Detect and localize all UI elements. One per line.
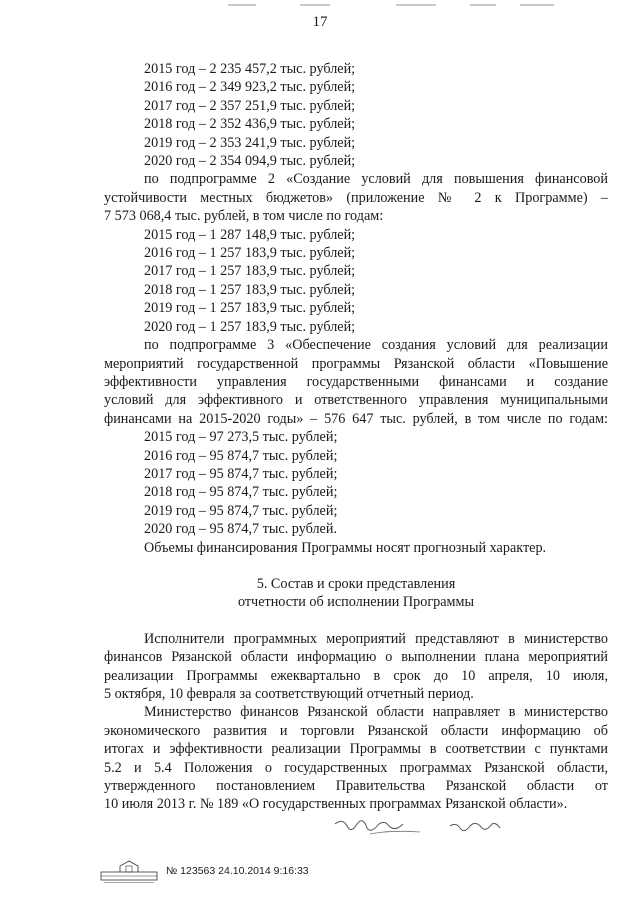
year-line: 2020 год – 2 354 094,9 тыс. рублей; bbox=[144, 153, 356, 170]
scan-artifact bbox=[470, 4, 496, 6]
subprogram3-text: по подпрограмме 3 «Обеспечение создания условий для реализации bbox=[144, 337, 608, 354]
year-line: 2015 год – 2 235 457,2 тыс. рублей; bbox=[144, 61, 356, 77]
paragraph-line: итогах и эффективности реализации Программы в соответствии с пунктами bbox=[104, 741, 608, 758]
year-line: 2018 год – 1 257 183,9 тыс. рублей; bbox=[144, 281, 356, 298]
registration-stamp: № 123563 24.10.2014 9:16:33 bbox=[166, 865, 309, 877]
document-body bbox=[104, 60, 608, 814]
forecast-note: Объемы финансирования Программы носят прогнозный характер. bbox=[144, 539, 547, 556]
year-line: 2015 год – 1 287 148,9 тыс. рублей; bbox=[144, 226, 356, 243]
section-heading: 5. Состав и сроки представления bbox=[256, 575, 456, 592]
paragraph-line: Министерство финансов Рязанской области направляет в министерство bbox=[144, 704, 608, 721]
scan-artifact bbox=[228, 4, 256, 6]
subprogram2-text: по подпрограмме 2 «Создание условий для повышения финансовой bbox=[144, 171, 608, 188]
paragraph-line: 5.2 и 5.4 Положения о государственных программах Рязанской области, bbox=[104, 759, 608, 776]
document-footer bbox=[100, 856, 309, 886]
subprogram3-text: мероприятий государственной программы Рязанской области «Повышение bbox=[104, 355, 608, 372]
scan-artifact bbox=[396, 4, 436, 6]
year-line: 2020 год – 95 874,7 тыс. рублей. bbox=[144, 521, 337, 538]
scan-artifact bbox=[300, 4, 330, 6]
year-line: 2016 год – 1 257 183,9 тыс. рублей; bbox=[144, 245, 356, 262]
subprogram3-text: финансами на 2015-2020 годы» – 576 647 тыс. рублей, в том числе по годам: bbox=[104, 410, 608, 427]
year-line: 2018 год – 95 874,7 тыс. рублей; bbox=[144, 484, 338, 501]
subprogram3-text: эффективности управления государственными финансами и создание bbox=[104, 373, 608, 390]
paragraph-line: утвержденного постановлением Правительства Рязанской области от bbox=[104, 778, 608, 795]
year-line: 2020 год – 1 257 183,9 тыс. рублей; bbox=[144, 318, 356, 335]
paragraph-line: финансов Рязанской области информацию о выполнении плана мероприятий bbox=[104, 649, 608, 666]
paragraph-line: 5 октября, 10 февраля за соответствующий отчетный период. bbox=[104, 686, 474, 702]
year-line: 2017 год – 95 874,7 тыс. рублей; bbox=[144, 465, 338, 482]
year-line: 2019 год – 95 874,7 тыс. рублей; bbox=[144, 502, 338, 519]
page-number: 17 bbox=[312, 14, 328, 30]
year-line: 2018 год – 2 352 436,9 тыс. рублей; bbox=[144, 116, 356, 133]
section-heading: отчетности об исполнении Программы bbox=[237, 594, 475, 611]
registry-stamp-icon bbox=[100, 858, 158, 884]
year-line: 2016 год – 95 874,7 тыс. рублей; bbox=[144, 447, 338, 464]
subprogram2-text: устойчивости местных бюджетов» (приложение № 2 к Программе) – bbox=[104, 189, 608, 206]
subprogram2-text: 7 573 068,4 тыс. рублей, в том числе по годам: bbox=[104, 208, 384, 225]
paragraph-line: реализации Программы ежеквартально в срок до 10 апреля, 10 июля, bbox=[104, 667, 608, 684]
paragraph-line: Исполнители программных мероприятий представляют в министерство bbox=[144, 630, 608, 647]
subprogram3-text: условий для эффективного и ответственного управления муниципальными bbox=[104, 392, 608, 409]
year-line: 2015 год – 97 273,5 тыс. рублей; bbox=[144, 429, 338, 446]
year-line: 2019 год – 2 353 241,9 тыс. рублей; bbox=[144, 134, 356, 151]
year-line: 2017 год – 1 257 183,9 тыс. рублей; bbox=[144, 263, 356, 280]
year-line: 2019 год – 1 257 183,9 тыс. рублей; bbox=[144, 300, 356, 317]
paragraph-line: экономического развития и торговли Рязанской области информацию об bbox=[104, 722, 608, 739]
scan-artifact bbox=[520, 4, 554, 6]
year-line: 2017 год – 2 357 251,9 тыс. рублей; bbox=[144, 97, 356, 114]
year-line: 2016 год – 2 349 923,2 тыс. рублей; bbox=[144, 79, 356, 96]
paragraph-line: 10 июля 2013 г. № 189 «О государственных программах Рязанской области». bbox=[104, 796, 568, 813]
handwritten-signature bbox=[330, 812, 530, 842]
